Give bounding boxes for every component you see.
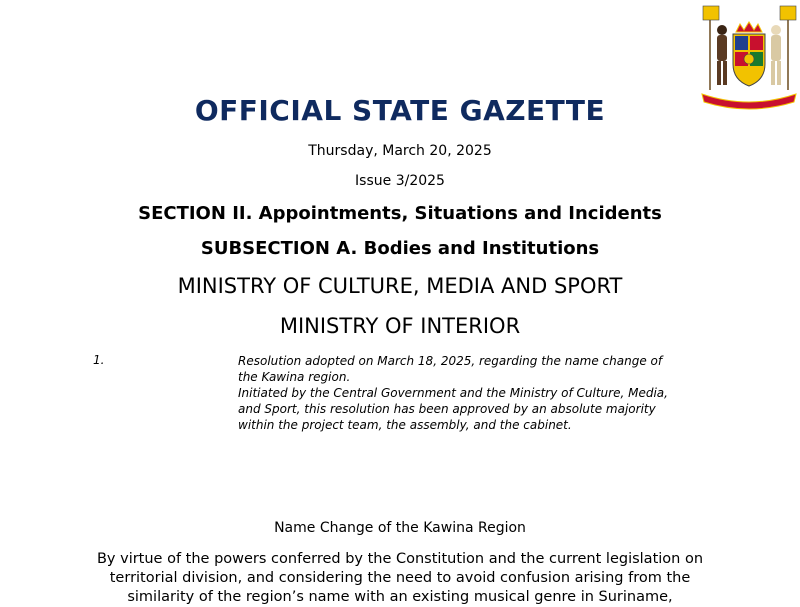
document-body: By virtue of the powers conferred by the Constitution and the current legislation on territorial division, and considering the need to avoid confusion arising from the similarity of the region’s name with an existing musical genre in Suriname,: [96, 551, 704, 605]
subsection-heading: SUBSECTION A. Bodies and Institutions: [200, 238, 600, 259]
gazette-title: OFFICIAL STATE GAZETTE: [194, 94, 606, 127]
ministry-culture: MINISTRY OF CULTURE, MEDIA AND SPORT: [177, 274, 623, 298]
document-heading: Name Change of the Kawina Region: [274, 520, 526, 536]
section-heading: SECTION II. Appointments, Situations and Incidents: [138, 203, 662, 224]
resolution-text: Resolution adopted on March 18, 2025, regarding the name change of the Kawina region.: [238, 354, 663, 384]
initiation-text: Initiated by the Central Government and the Ministry of Culture, Media, and Sport, this resolution has been approved by an absolute majority within the project team, the assembly, and the cabinet.: [238, 386, 668, 432]
issue-date: Thursday, March 20, 2025: [308, 143, 492, 159]
ministry-interior: MINISTRY OF INTERIOR: [279, 314, 521, 338]
issue-number: Issue 3/2025: [355, 173, 445, 189]
resolution-summary: [238, 353, 678, 433]
item-number: 1.: [93, 353, 105, 367]
